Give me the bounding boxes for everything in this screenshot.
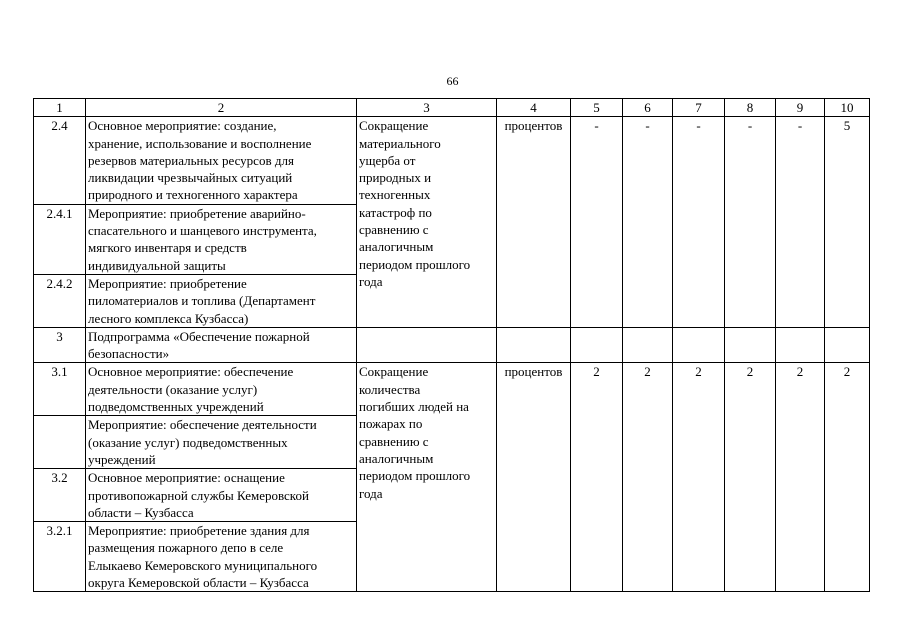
empty-cell xyxy=(825,327,870,363)
empty-cell xyxy=(725,327,776,363)
empty-cell xyxy=(776,327,825,363)
row-number: 3.1 xyxy=(34,363,86,416)
indicator-value: 5 xyxy=(825,117,870,328)
row-number: 2.4.1 xyxy=(34,204,86,274)
table-row xyxy=(34,117,870,204)
column-header: 6 xyxy=(623,99,673,117)
indicator-value: 2 xyxy=(673,363,725,592)
activity-description: Основное мероприятие: создание, хранение, использование и восполнение резервов материальных ресурсов для ликвидации чрезвычайных ситуаций природного и техногенного характера xyxy=(86,117,357,204)
column-header: 8 xyxy=(725,99,776,117)
column-header: 1 xyxy=(34,99,86,117)
indicator-value: 2 xyxy=(776,363,825,592)
indicator-value: - xyxy=(623,117,673,328)
indicator-value: 2 xyxy=(825,363,870,592)
column-header: 5 xyxy=(571,99,623,117)
row-number: 2.4 xyxy=(34,117,86,204)
indicator-value: - xyxy=(571,117,623,328)
indicator-name: Сокращение количества погибших людей на пожарах по сравнению с аналогичным периодом прошлого года xyxy=(357,363,497,592)
indicator-value: 2 xyxy=(571,363,623,592)
column-header: 7 xyxy=(673,99,725,117)
indicator-value: - xyxy=(776,117,825,328)
row-number: 2.4.2 xyxy=(34,274,86,327)
empty-cell xyxy=(673,327,725,363)
column-header: 9 xyxy=(776,99,825,117)
subprogram-title: Подпрограмма «Обеспечение пожарной безопасности» xyxy=(86,327,357,363)
indicator-value: 2 xyxy=(623,363,673,592)
empty-cell xyxy=(357,327,497,363)
page-number: 66 xyxy=(446,74,459,88)
activity-description: Основное мероприятие: оснащение противопожарной службы Кемеровской области – Кузбасса xyxy=(86,469,357,522)
indicators-table xyxy=(33,98,870,592)
activity-description: Мероприятие: приобретение аварийно- спасательного и шанцевого инструмента, мягкого инвентаря и средств индивидуальной защиты xyxy=(86,204,357,274)
indicator-value: 2 xyxy=(725,363,776,592)
column-header: 4 xyxy=(497,99,571,117)
column-header: 10 xyxy=(825,99,870,117)
header-row xyxy=(34,99,870,117)
activity-description: Мероприятие: обеспечение деятельности (оказание услуг) подведомственных учреждений xyxy=(86,416,357,469)
row-number: 3 xyxy=(34,327,86,363)
row-number xyxy=(34,416,86,469)
column-header: 3 xyxy=(357,99,497,117)
row-number: 3.2.1 xyxy=(34,522,86,592)
empty-cell xyxy=(571,327,623,363)
activity-description: Мероприятие: приобретение здания для размещения пожарного депо в селе Елыкаево Кемеровского муниципального округа Кемеровской области – Кузбасса xyxy=(86,522,357,592)
activity-description: Мероприятие: приобретение пиломатериалов и топлива (Департамент лесного комплекса Кузбасса) xyxy=(86,274,357,327)
empty-cell xyxy=(497,327,571,363)
subprogram-row xyxy=(34,327,870,363)
activity-description: Основное мероприятие: обеспечение деятельности (оказание услуг) подведомственных учреждений xyxy=(86,363,357,416)
unit-of-measure: процентов xyxy=(497,363,571,592)
unit-of-measure: процентов xyxy=(497,117,571,328)
table-row xyxy=(34,363,870,416)
indicator-name: Сокращение материального ущерба от природных и техногенных катастроф по сравнению с аналогичным периодом прошлого года xyxy=(357,117,497,328)
empty-cell xyxy=(623,327,673,363)
indicator-value: - xyxy=(673,117,725,328)
column-header: 2 xyxy=(86,99,357,117)
row-number: 3.2 xyxy=(34,469,86,522)
indicator-value: - xyxy=(725,117,776,328)
